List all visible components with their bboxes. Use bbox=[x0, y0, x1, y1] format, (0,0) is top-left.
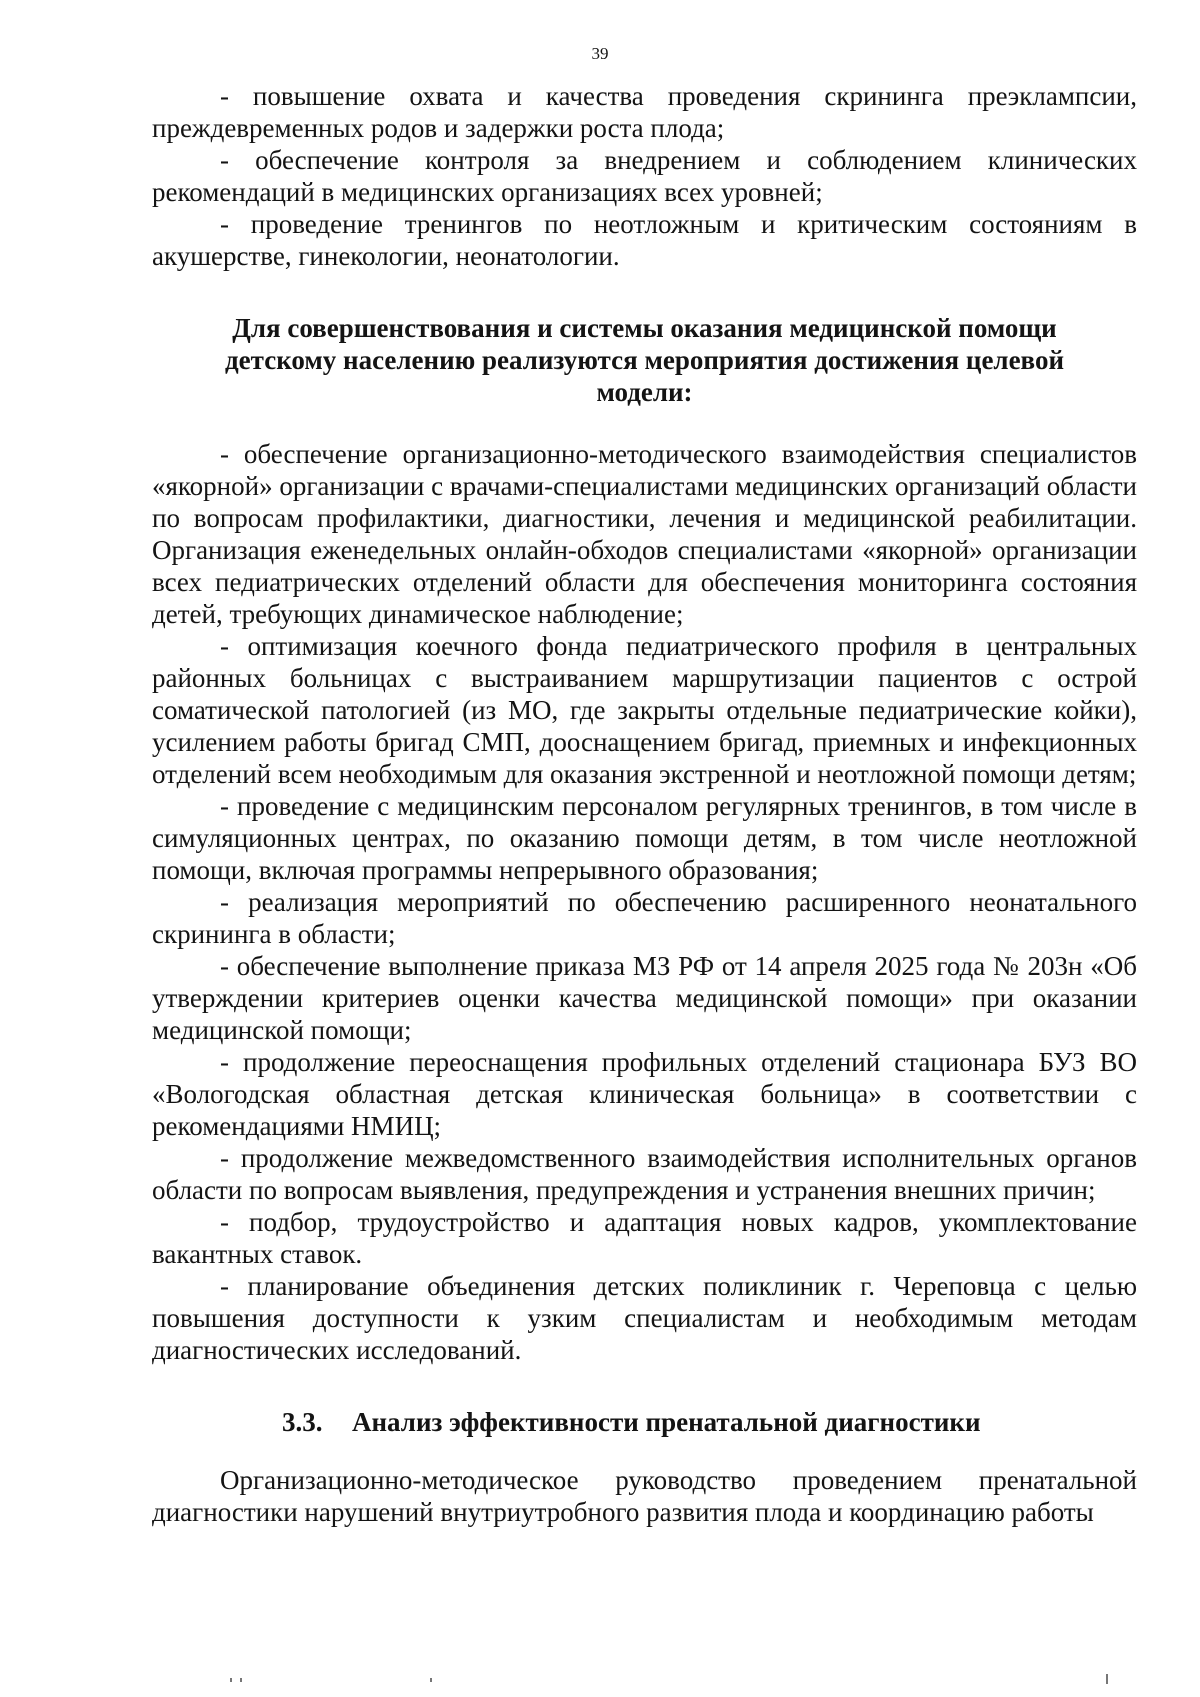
intro-bullet: - обеспечение контроля за внедрением и соблюдением клинических рекомендаций в медицинских организациях всех уровней; bbox=[152, 145, 1137, 207]
measure-item: - продолжение переоснащения профильных отделений стационара БУЗ ВО «Вологодская областная детская клиническая больница» в соответствии с рекомендациями НМИЦ; bbox=[152, 1047, 1137, 1141]
subsection-number: 3.3. bbox=[282, 1407, 323, 1437]
section-heading: Для совершенствования и системы оказания медицинской помощи детскому населению реализуются мероприятия достижения целевой модели: bbox=[224, 313, 1065, 407]
document-body bbox=[152, 80, 1137, 1528]
measure-item: - обеспечение выполнение приказа МЗ РФ от 14 апреля 2025 года № 203н «Об утверждении критериев оценки качества медицинской помощи» при оказании медицинской помощи; bbox=[152, 951, 1137, 1045]
measure-item: - обеспечение организационно-методического взаимодействия специалистов «якорной» организации с врачами-специалистами медицинских организаций области по вопросам профилактики, диагностики, лечения и медицинской реабилитации. Организация еженедельных онлайн-обходов специалистами «якорной» организации всех педиатрических отделений области для обеспечения мониторинга состояния детей, требующих динамическое наблюдение; bbox=[152, 439, 1137, 629]
measure-item: - проведение с медицинским персоналом регулярных тренингов, в том числе в симуляционных центрах, по оказанию помощи детям, в том числе неотложной помощи, включая программы непрерывного образования; bbox=[152, 791, 1137, 885]
scan-dot bbox=[1106, 1674, 1108, 1684]
measure-item: - оптимизация коечного фонда педиатрического профиля в центральных районных больницах с выстраиванием маршрутизации пациентов с острой соматической патологией (из МО, где закрыты отдельные педиатрические койки), усилением работы бригад СМП, дооснащением бригад, приемных и инфекционных отделений всем необходимым для оказания экстренной и неотложной помощи детям; bbox=[152, 631, 1137, 789]
page-number: 39 bbox=[591, 44, 609, 63]
measure-item: - продолжение межведомственного взаимодействия исполнительных органов области по вопросам выявления, предупреждения и устранения внешних причин; bbox=[152, 1143, 1137, 1205]
scan-dot bbox=[230, 1678, 232, 1682]
measure-item: - планирование объединения детских поликлиник г. Череповца с целью повышения доступности к узким специалистам и необходимым методам диагностических исследований. bbox=[152, 1271, 1137, 1365]
measure-item: - подбор, трудоустройство и адаптация новых кадров, укомплектование вакантных ставок. bbox=[152, 1207, 1137, 1269]
subsection-heading bbox=[152, 1406, 1137, 1438]
intro-bullet: - проведение тренингов по неотложным и критическим состояниям в акушерстве, гинекологии, неонатологии. bbox=[152, 209, 1137, 271]
intro-bullet: - повышение охвата и качества проведения скрининга преэклампсии, преждевременных родов и задержки роста плода; bbox=[152, 81, 1137, 143]
measure-item: - реализация мероприятий по обеспечению расширенного неонатального скрининга в области; bbox=[152, 887, 1137, 949]
subsection-title: Анализ эффективности пренатальной диагностики bbox=[352, 1407, 981, 1437]
scan-artifacts bbox=[230, 1678, 1110, 1688]
scan-dot bbox=[240, 1678, 242, 1682]
closing-paragraph: Организационно-методическое руководство проведением пренатальной диагностики нарушений внутриутробного развития плода и координацию работы bbox=[152, 1465, 1137, 1527]
scan-dot bbox=[430, 1678, 432, 1682]
